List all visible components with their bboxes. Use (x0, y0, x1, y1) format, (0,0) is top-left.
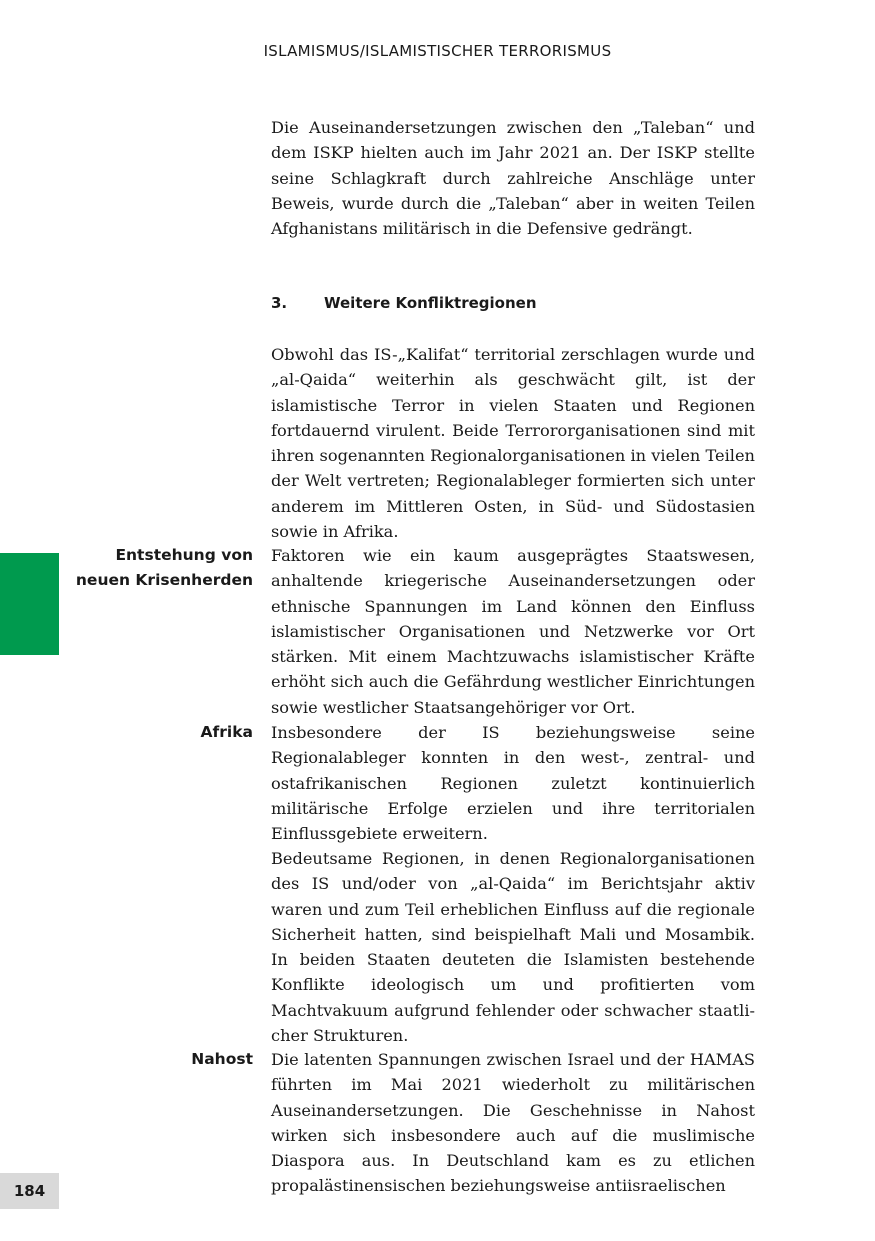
running-header: ISLAMISMUS/ISLAMISTISCHER TERRORISMUS (263, 42, 612, 60)
paragraph-mali-mosambik: Bedeutsame Regionen, in denen Regionalorganisationen des IS und/oder von „al-Qaida“ im Berichtsjahr aktiv waren und zum Teil erheblichen Einfluss auf die regionale Sicherheit hatten, sind beispielhaft Mali und Mosambik. In beiden Staaten deuteten die Islamisten bestehende Konflikte ideologisch um und profitierten vom Machtvakuum aufgrund fehlender oder schwacher staatlicher Strukturen. (271, 849, 755, 1046)
margin-note-nahost: Nahost (191, 1050, 253, 1068)
paragraph-konfliktregionen: Obwohl das IS-„Kalifat“ territorial zerschlagen wurde und „al-Qaida“ weiterhin als geschwächt gilt, ist der islamistische Terror in vielen Staaten und Regionen fortdauernd virulent. Beide Terrororganisationen sind mit ihren sogenannten Regionalorganisationen in vielen Teilen der Welt vertreten; Regionalableger formierten sich unter anderem im Mittleren Osten, in Süd- und Südostasien sowie in Afrika. (271, 345, 755, 542)
chapter-color-tab (0, 553, 59, 655)
paragraph-nahost: Die latenten Spannungen zwischen Israel und der HAMAS führten im Mai 2021 wiederholt zu militärischen Auseinandersetzungen. Die Geschehnisse in Nahost wirken sich insbesondere auch auf die muslimische Diaspora aus. In Deutschland kam es zu etlichen propalästinensischen beziehungsweise antiisraelischen (271, 1050, 755, 1196)
section-title: Weitere Konfliktregionen (324, 294, 537, 312)
paragraph-taleban-iskp: Die Auseinandersetzungen zwischen den „Taleban“ und dem ISKP hielten auch im Jahr 2021 an. Der ISKP stellte seine Schlagkraft durch zahlreiche Anschläge unter Beweis, wurde durch die „Taleban“ aber in weiten Teilen Afghanistans militärisch in die Defensive gedrängt. (271, 118, 755, 239)
section-heading (271, 294, 537, 312)
margin-note-krisenherde-line2: neuen Krisenherden (75, 571, 253, 590)
page-number-text: 184 (13, 1182, 46, 1200)
margin-note-krisenherde-line1: Entstehung von (115, 546, 253, 564)
section-number: 3. (271, 294, 288, 312)
page-number (0, 1173, 59, 1209)
paragraph-afrika: Insbesondere der IS beziehungsweise seine Regionalableger konnten in den west-, zentral- und ostafrikanischen Regionen zuletzt kontinuierlich militärische Erfolge erzielen und ihre territorialen Einflussgebiete erweitern. (271, 723, 755, 844)
margin-note-afrika: Afrika (200, 723, 253, 741)
paragraph-krisenherde: Faktoren wie ein kaum ausgeprägtes Staatswesen, anhaltende kriegerische Auseinandersetzungen oder ethnische Spannungen im Land können den Einfluss islamistischer Organisationen und Netzwerke vor Ort stärken. Mit einem Machtzuwachs islamistischer Kräfte erhöht sich auch die Gefährdung westlicher Einrichtungen sowie westlicher Staatsangehöriger vor Ort. (271, 546, 755, 717)
margin-note-krisenherde (53, 543, 253, 594)
